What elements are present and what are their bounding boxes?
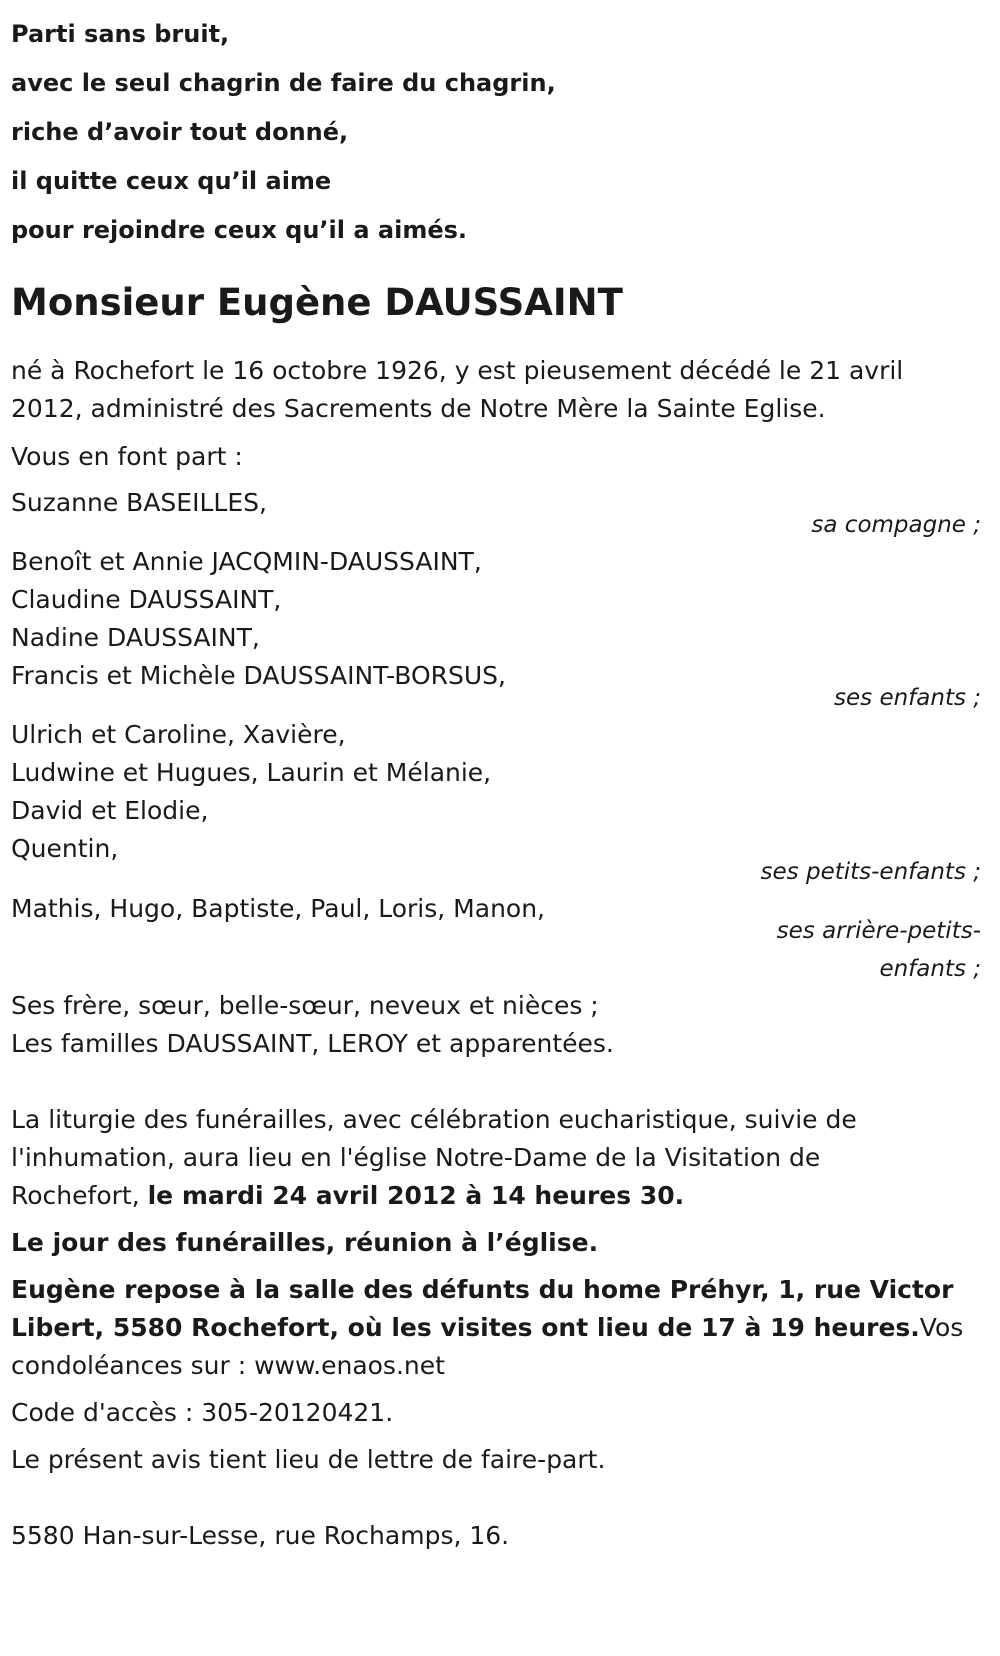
family-name: David et Elodie,	[11, 796, 209, 825]
family-name: Quentin,	[11, 834, 119, 863]
intro-text: Vous en font part :	[11, 442, 243, 471]
poem-line: avec le seul chagrin de faire du chagrin,	[11, 69, 556, 97]
address: 5580 Han-sur-Lesse, rue Rochamps, 16.	[11, 1521, 510, 1550]
funeral-text: La liturgie des funérailles, avec célébration eucharistique, suivie de	[11, 1105, 857, 1134]
family-name: Francis et Michèle DAUSSAINT-BORSUS,	[11, 661, 506, 690]
family-role: enfants ;	[879, 956, 981, 982]
repose-line	[11, 1308, 963, 1348]
family-others: Ses frère, sœur, belle-sœur, neveux et nièces ;	[11, 991, 599, 1020]
family-name: Claudine DAUSSAINT,	[11, 585, 282, 614]
family-name: Suzanne BASEILLES,	[11, 488, 267, 517]
family-role: sa compagne ;	[811, 512, 981, 538]
access-code: Code d'accès : 305-20120421.	[11, 1398, 394, 1427]
funeral-place: Rochefort,	[11, 1181, 148, 1210]
family-name: Ludwine et Hugues, Laurin et Mélanie,	[11, 758, 492, 787]
family-role: ses petits-enfants ;	[760, 859, 981, 885]
poem-line: il quitte ceux qu’il aime	[11, 167, 332, 195]
repose-text: Libert, 5580 Rochefort, où les visites ont lieu de 17 à 19 heures.	[11, 1313, 920, 1342]
condolences-lead: Vos	[919, 1313, 964, 1342]
poem-line: pour rejoindre ceux qu’il a aimés.	[11, 216, 468, 244]
funeral-text: l'inhumation, aura lieu en l'église Notre-Dame de la Visitation de	[11, 1143, 821, 1172]
funeral-datetime: le mardi 24 avril 2012 à 14 heures 30.	[147, 1181, 685, 1210]
family-role: ses enfants ;	[834, 685, 981, 711]
family-name: Ulrich et Caroline, Xavière,	[11, 720, 346, 749]
family-name: Benoît et Annie JACQMIN-DAUSSAINT,	[11, 547, 482, 576]
poem	[11, 10, 556, 255]
family-name: Mathis, Hugo, Baptiste, Paul, Loris, Manon,	[11, 894, 545, 923]
repose-text: Eugène repose à la salle des défunts du home Préhyr, 1, rue Victor	[11, 1275, 954, 1304]
family-name: Nadine DAUSSAINT,	[11, 623, 260, 652]
poem-line: riche d’avoir tout donné,	[11, 118, 349, 146]
family-role: ses arrière-petits-	[776, 918, 981, 944]
funeral-datetime-line	[11, 1176, 684, 1216]
condolences-text: condoléances sur : www.enaos.net	[11, 1351, 445, 1380]
deceased-name: Monsieur Eugène DAUSSAINT	[11, 281, 623, 324]
notice-text: Le présent avis tient lieu de lettre de faire-part.	[11, 1445, 606, 1474]
bio-line: 2012, administré des Sacrements de Notre Mère la Sainte Eglise.	[11, 394, 826, 423]
bio-line: né à Rochefort le 16 octobre 1926, y est pieusement décédé le 21 avril	[11, 356, 904, 385]
poem-line: Parti sans bruit,	[11, 20, 230, 48]
meeting-text: Le jour des funérailles, réunion à l’église.	[11, 1228, 599, 1257]
family-others: Les familles DAUSSAINT, LEROY et apparentées.	[11, 1029, 614, 1058]
